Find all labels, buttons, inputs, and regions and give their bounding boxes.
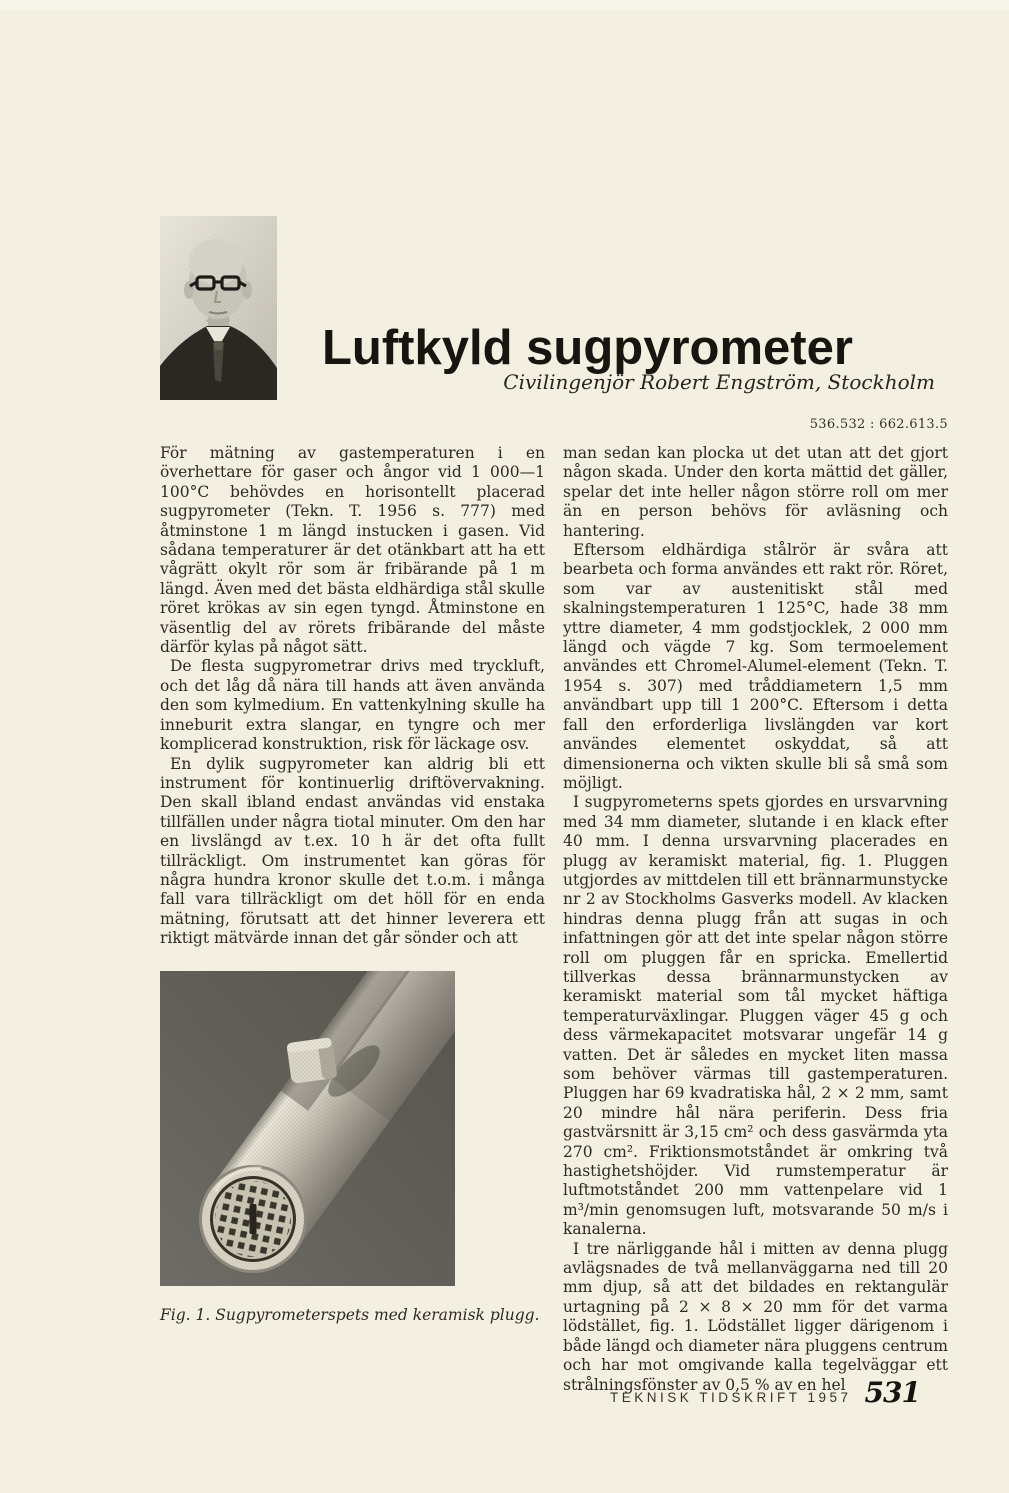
body-paragraph: För mätning av gastemperaturen i en överhettare för gaser och ångor vid 1 000—1 100°C behövdes en horisontellt placerad sugpyrometer (Tekn. T. 1956 s. 777) med åtminstone 1 m längd instucken i gasen. Vid sådana temperaturer är det otänkbart att ha ett vågrätt okylt rör som är fribärande på 1 m längd. Även med det bästa eldhärdiga stål skulle röret krökas av sin egen tyngd. Åtminstone en väsentlig del av rörets fribärande del måste därför kylas på något sätt. <box>160 444 545 657</box>
sugpyrometer-tip-illustration <box>160 971 455 1286</box>
body-paragraph: De flesta sugpyrometrar drivs med tryckluft, och det låg då nära till hands att även använda den som kylmedium. En vattenkylning skulle ha inneburit extra slangar, en tyngre och mer komplicerad konstruktion, risk för läckage osv. <box>160 657 545 754</box>
author-portrait-photo <box>160 216 277 400</box>
journal-name: TEKNISK TIDSKRIFT 1957 <box>609 1390 852 1405</box>
sugpyrometer-tip-photo <box>160 971 455 1286</box>
figure-caption: Fig. 1. Sugpyrometerspets med keramisk plugg. <box>160 1305 540 1324</box>
body-paragraph: Eftersom eldhärdiga stålrör är svåra att bearbeta och forma användes ett rakt rör. Röret, som var av austenitiskt stål med skalningstemperaturen 1 125°C, hade 38 mm yttre diameter, 4 mm godstjocklek, 2 000 mm längd och vägde 7 kg. Som termoelement användes ett Chromel-Alumel-element (Tekn. T. 1954 s. 307) med tråddiametern 1,5 mm användbart upp till 1 200°C. Eftersom i detta fall den erforderliga livslängden var kort användes elementet oskyddat, så att dimensionerna och vikten skulle bli så små som möjligt. <box>563 541 948 792</box>
body-paragraph: En dylik sugpyrometer kan aldrig bli ett instrument för kontinuerlig driftövervakning. Den skall ibland endast användas vid enstaka tillfällen under några tiotal minuter. Om den har en livslängd av t.ex. 10 h är det ofta fullt tillräckligt. Om instrumentet kan göras för några hundra kronor skulle det t.o.m. i många fall vara tillräckligt om det höll för en enda mätning, förutsatt att det hinner leverera ett riktigt mätvärde innan det går sönder och att <box>160 754 545 948</box>
left-column <box>160 444 545 1325</box>
body-paragraph: I tre närliggande hål i mitten av denna plugg avlägsnades de två mellanväggarna ned till 20 mm djup, så att det bildades en rektangulär urtagning på 2 × 8 × 20 mm för det varma lödstället, fig. 1. Lödstället ligger därigenom i både längd och diameter nära pluggens centrum och har mot omgivande kalla tegelväggar ett strålningsfönster av 0,5 % av en hel <box>563 1239 948 1394</box>
classification-code: 536.532 : 662.613.5 <box>809 417 948 432</box>
right-column <box>563 417 948 1395</box>
body-paragraph: I sugpyrometerns spets gjordes en ursvarvning med 34 mm diameter, slutande i en klack efter 40 mm. I denna ursvarvning placerades en plugg av keramiskt material, fig. 1. Pluggen utgjordes av mittdelen till ett brännarmunstycke nr 2 av Stockholms Gasverks modell. Av klacken hindras denna plugg från att sugas in och infattningen gör att det inte spelar någon större roll om pluggen får en spricka. Emellertid tillverkas dessa brännarmunstycken av keramiskt material som tål mycket häftiga temperaturväxlingar. Pluggen väger 45 g och dess värmekapacitet motsvarar ungefär 14 g vatten. Det är således en mycket liten massa som behöver värmas till gastemperaturen. Pluggen har 69 kvadratiska hål, 2 × 2 mm, samt 20 mindre hål nära periferin. Dess fria gastvärsnitt är 3,15 cm² och dess gasvärmda yta 270 cm². Friktionsmotståndet är omkring två hastighetshöjder. Vid rumstemperatur är luftmotståndet 200 mm vattenpelare vid 1 m³/min genomsugen luft, motsvarande 50 m/s i kanalerna. <box>563 793 948 1239</box>
page-footer <box>610 1376 920 1409</box>
article-byline: Civilingenjör Robert Engström, Stockholm <box>503 370 935 394</box>
article-title: Luftkyld sugpyrometer <box>322 320 853 375</box>
page-number: 531 <box>864 1376 920 1409</box>
author-portrait-illustration <box>160 216 277 400</box>
body-paragraph: man sedan kan plocka ut det utan att det gjort någon skada. Under den korta mättid det gäller, spelar det inte heller någon större roll om mer än en person behövs för avläsning och hantering. <box>563 444 948 540</box>
